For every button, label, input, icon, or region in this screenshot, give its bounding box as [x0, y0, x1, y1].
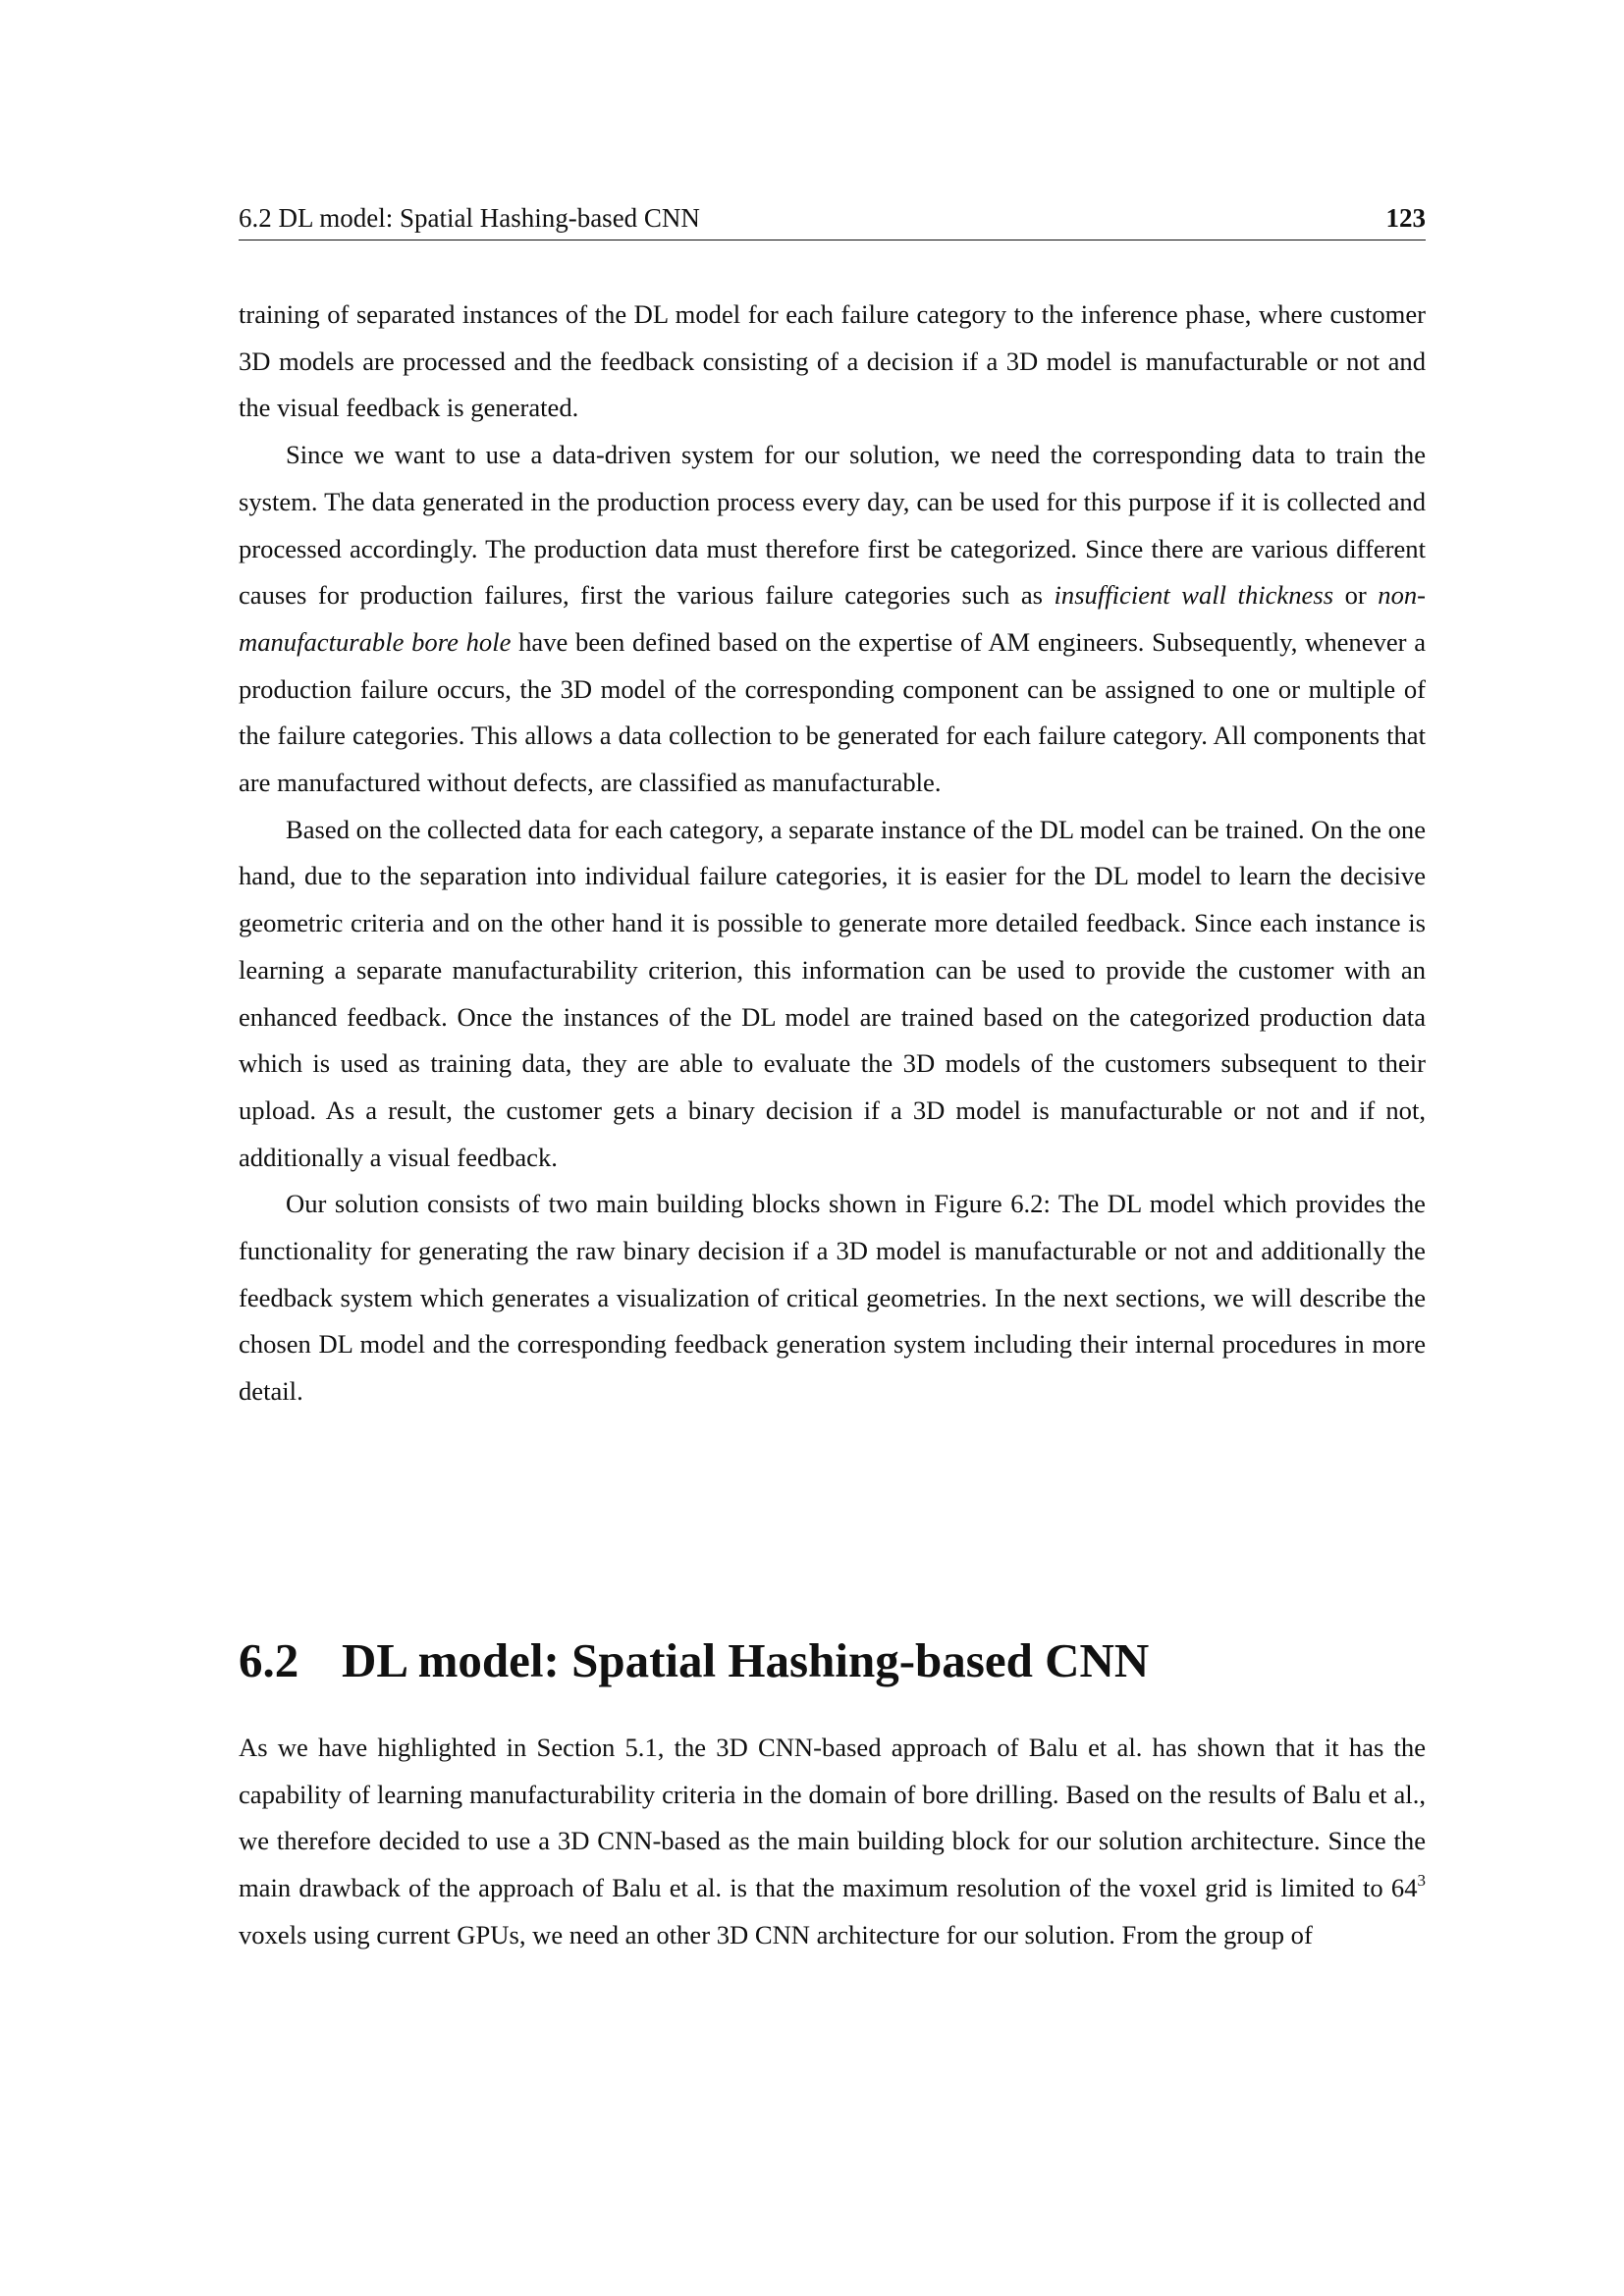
- running-header: [239, 200, 1426, 240]
- superscript: 3: [1417, 1871, 1426, 1891]
- text-run: voxels using current GPUs, we need an other 3D CNN architecture for our solution. From the group of: [239, 1919, 1313, 1949]
- body-text-before-section: [239, 292, 1426, 1415]
- paragraph: [239, 1725, 1426, 1959]
- text-run: Our solution consists of two main building blocks shown in Figure 6.2: The DL model which provides the functionality for generating the raw binary decision if a 3D model is manufacturable or not and additionally the feedback system which generates a visualization of critical geometries. In the next sections, we will describe the chosen DL model and the corresponding feedback generation system including their internal procedures in more detail.: [239, 1189, 1426, 1407]
- running-header-title: 6.2 DL model: Spatial Hashing-based CNN: [239, 203, 700, 233]
- section-title: DL model: Spatial Hashing-based CNN: [342, 1633, 1150, 1687]
- body-text-section-6-2: [239, 1725, 1426, 1959]
- section-number: 6.2: [239, 1633, 299, 1687]
- paragraph: [239, 292, 1426, 432]
- text-run: or: [1333, 580, 1379, 611]
- text-run: Since we want to use a data-driven system for our solution, we need the corresponding data to train the system. The data generated in the production process every day, can be used for this purpose if it is collected and processed accordingly. The production data must therefore first be categorized. Since there are various different causes for production failures, first the various failure categories such as: [239, 440, 1426, 611]
- emphasized-term: insufficient wall thickness: [1054, 580, 1334, 611]
- paragraph: [239, 1181, 1426, 1415]
- page-number: 123: [1385, 203, 1426, 233]
- text-run: As we have highlighted in Section 5.1, the 3D CNN-based approach of Balu et al. has shown that it has the capability of learning manufacturability criteria in the domain of bore drilling. Based on the results of Balu et al., we therefore decided to use a 3D CNN-based as the main building block for our solution architecture. Since the main drawback of the approach of Balu et al. is that the maximum resolution of the voxel grid is limited to 64: [239, 1733, 1426, 1903]
- paragraph: [239, 432, 1426, 807]
- section-heading: [239, 1633, 1149, 1688]
- paragraph: [239, 807, 1426, 1182]
- text-run: Based on the collected data for each category, a separate instance of the DL model can be trained. On the one hand, due to the separation into individual failure categories, it is easier for the DL model to learn the decisive geometric criteria and on the other hand it is possible to generate more detailed feedback. Since each instance is learning a separate manufacturability criterion, this information can be used to provide the customer with an enhanced feedback. Once the instances of the DL model are trained based on the categorized production data which is used as training data, they are able to evaluate the 3D models of the customers subsequent to their upload. As a result, the customer gets a binary decision if a 3D model is manufacturable or not and if not, additionally a visual feedback.: [239, 814, 1426, 1172]
- text-run: training of separated instances of the DL model for each failure category to the inference phase, where customer 3D models are processed and the feedback consisting of a decision if a 3D model is manufacturable or not and the visual feedback is generated.: [239, 299, 1426, 423]
- text-run: have been defined based on the expertise of AM engineers. Subsequently, whenever a production failure occurs, the 3D model of the corresponding component can be assigned to one or multiple of the failure categories. This allows a data collection to be generated for each failure category. All components that are manufactured without defects, are classified as manufacturable.: [239, 626, 1427, 798]
- emphasized-term: non-manufacturable bore hole: [239, 580, 1427, 657]
